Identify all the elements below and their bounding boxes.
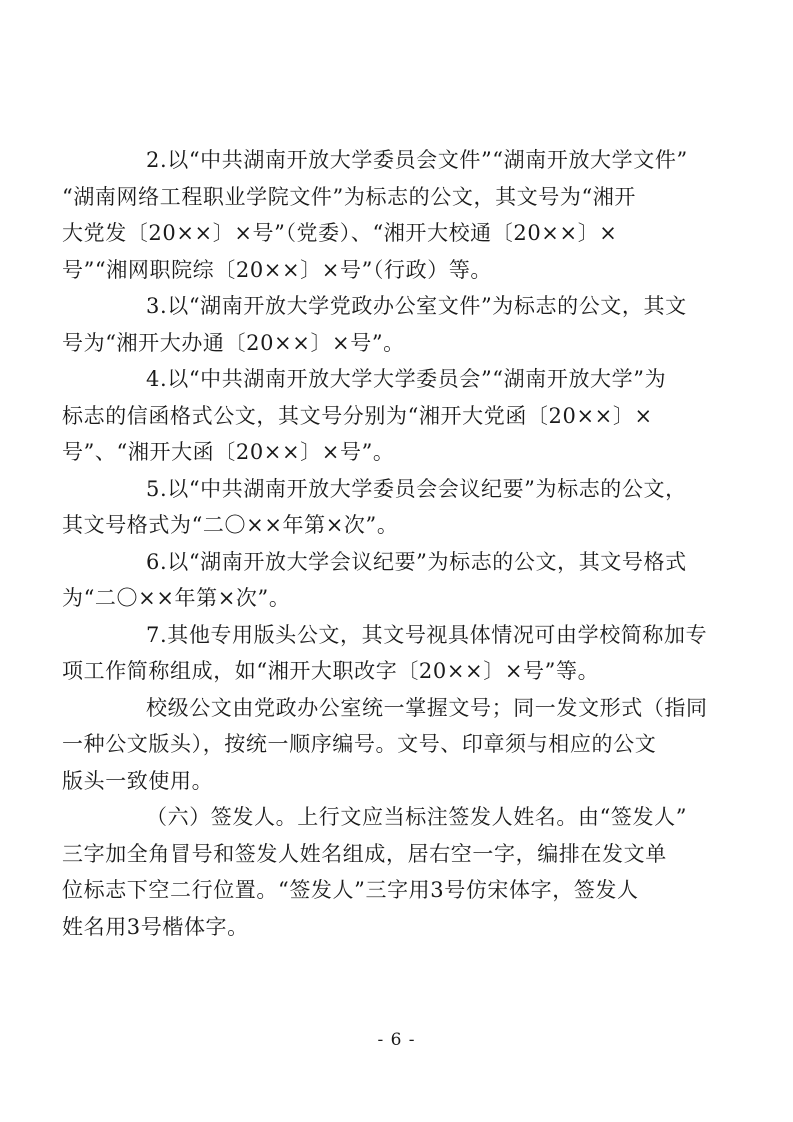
text-line: 为“二〇××年第×次”。 [62,586,291,610]
paragraph-signer [62,799,696,945]
text-line: “湖南网络工程职业学院文件”为标志的公文，其文号为“湘开 [62,184,637,209]
paragraph-item-7 [62,617,708,690]
text-line: 4.以“中共湖南开放大学大学委员会”“湖南开放大学”为 [146,367,667,391]
text-line: 标志的信函格式公文，其文号分别为“湘开大党函〔20××〕× [62,403,653,428]
text-line: 7.其他专用版头公文，其文号视具体情况可由学校简称加专 [146,622,708,647]
text-line: 2.以“中共湖南开放大学委员会文件”“湖南开放大学文件” [146,148,688,172]
paragraph-item-6 [62,544,696,617]
text-line: 三字加全角冒号和签发人姓名组成，居右空一字，编排在发文单 [62,841,667,866]
text-line: 5.以“中共湖南开放大学委员会会议纪要”为标志的公文， [146,476,687,501]
text-line: 版头一致使用。 [62,768,214,793]
text-line: 号”、“湘开大函〔20××〕×号”。 [62,440,395,464]
text-line: 号为“湘开大办通〔20××〕×号”。 [62,330,405,355]
document-body [62,142,708,945]
text-line: 大党发〔20××〕×号”（党委）、“湘开大校通〔20××〕× [62,221,618,245]
text-line: 姓名用3号楷体字。 [62,914,249,939]
paragraph-item-4 [62,361,696,471]
paragraph-item-2 [62,142,696,288]
text-line: 一种公文版头），按统一顺序编号。文号、印章须与相应的公文 [62,732,657,756]
paragraph-item-3 [62,288,696,361]
text-line: 其文号格式为“二〇××年第×次”。 [62,513,399,537]
text-line: 6.以“湖南开放大学会议纪要”为标志的公文，其文号格式 [146,549,687,574]
paragraph-numbering-rule [62,690,708,800]
text-line: 项工作简称组成，如“湘开大职改字〔20××〕×号”等。 [62,659,600,683]
text-line: 3.以“湖南开放大学党政办公室文件”为标志的公文，其文 [146,294,687,318]
text-line: 号”“湘网职院综〔20××〕×号”（行政）等。 [62,257,493,282]
text-line: 校级公文由党政办公室统一掌握文号；同一发文形式（指同 [146,695,708,720]
text-line: （六）签发人。上行文应当标注签发人姓名。由“签发人” [146,805,688,829]
paragraph-item-5 [62,471,696,544]
text-line: 位标志下空二行位置。“签发人”三字用3号仿宋体字，签发人 [62,878,639,902]
page-number: - 6 - [377,1030,416,1050]
